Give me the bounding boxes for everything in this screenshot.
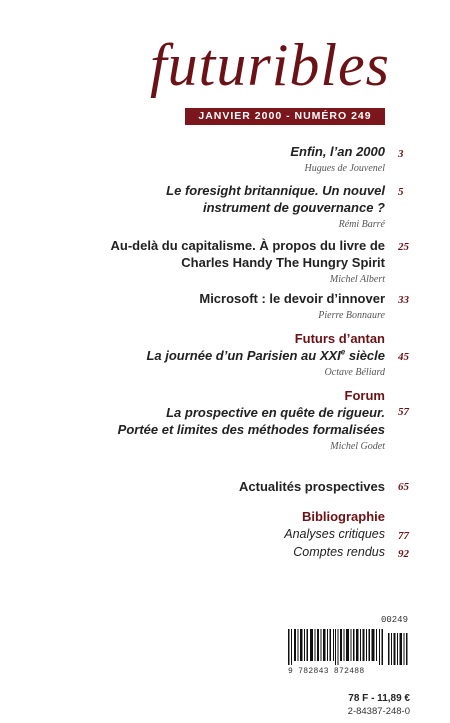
barcode-addon: 00249 — [380, 615, 408, 625]
toc-page-number: 5 — [398, 186, 404, 198]
toc-title-line1: Au-delà du capitalisme. À propos du livre de — [110, 238, 385, 253]
section-bibliographie — [60, 508, 385, 525]
section-heading: Forum — [344, 388, 385, 403]
toc-page-number: 77 — [398, 530, 409, 542]
toc-page-number: 57 — [398, 406, 409, 418]
toc-author: Michel Albert — [329, 274, 385, 285]
toc-author: Hugues de Jouvenel — [304, 163, 385, 174]
toc-entry-1[interactable] — [60, 143, 385, 176]
isbn-label: 2-84387-248-0 — [347, 706, 410, 717]
section-forum[interactable] — [60, 387, 385, 454]
section-actualites[interactable] — [60, 478, 385, 495]
toc-entry-2[interactable] — [60, 182, 385, 232]
toc-title-line2: Charles Handy The Hungry Spirit — [181, 255, 385, 270]
toc-title-line1: Le foresight britannique. Un nouvel — [166, 183, 385, 198]
issue-band: JANVIER 2000 - NUMÉRO 249 — [185, 108, 385, 125]
toc-author: Rémi Barré — [338, 219, 385, 230]
toc-title: Enfin, l’an 2000 — [290, 144, 385, 159]
bibliographie-item[interactable]: Analyses critiques — [284, 527, 385, 541]
barcode-bars — [288, 629, 408, 665]
toc-page-number: 25 — [398, 241, 409, 253]
section-heading: Actualités prospectives — [239, 479, 385, 494]
section-heading: Futurs d’antan — [294, 331, 385, 346]
toc-page-number: 33 — [398, 294, 409, 306]
toc-title: La journée d’un Parisien au XXIe siècle — [146, 347, 385, 363]
bibliographie-item[interactable]: Comptes rendus — [293, 545, 385, 559]
toc-page-number: 45 — [398, 351, 409, 363]
toc-page-number: 3 — [398, 148, 404, 160]
toc-page-number: 92 — [398, 548, 409, 560]
toc-entry-4[interactable] — [60, 290, 385, 323]
barcode — [288, 615, 408, 705]
toc-title-line2: instrument de gouvernance ? — [202, 200, 385, 215]
toc-title: Microsoft : le devoir d’innover — [199, 291, 385, 306]
toc-author: Pierre Bonnaure — [318, 310, 385, 321]
toc-title-line1: La prospective en quête de rigueur. — [166, 405, 385, 420]
toc-author: Michel Godet — [330, 441, 385, 452]
toc-author: Octave Béliard — [324, 367, 385, 378]
toc-title-line2: Portée et limites des méthodes formalisées — [117, 422, 385, 437]
section-futurs[interactable] — [60, 330, 385, 380]
price-label: 78 F - 11,89 € — [348, 693, 410, 704]
toc-entry-3[interactable] — [60, 237, 385, 287]
toc-page-number: 65 — [398, 481, 409, 493]
section-heading: Bibliographie — [301, 509, 385, 524]
barcode-digits: 9 782843 872488 — [288, 667, 365, 676]
masthead-title: futuribles — [150, 32, 391, 98]
